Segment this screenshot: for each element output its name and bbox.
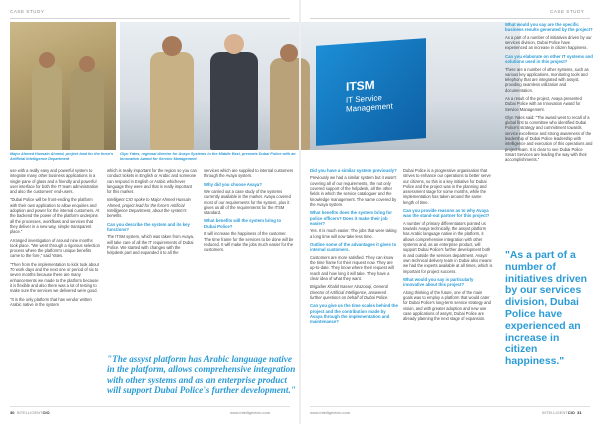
figure-officer-4	[270, 58, 310, 150]
paragraph: Yes. It is much easier. The jobs that were taking a long time will now take less time.	[310, 228, 397, 239]
caption-right: Glyn Yates, regional director for Avaya Systems in the Middle East, presents Dubai Police with an Innovation Award for Service Management	[120, 152, 296, 161]
paragraph: "Then from the implementation to kick took about 70 work days and the next one or period of six to seven months because there are many enhancements we made to the platform because it is flexible and also there was a lot of testing to make sure the services we delivered were good.	[10, 261, 99, 294]
footer-url-right[interactable]: www.intelligentcio.com	[310, 410, 351, 415]
pull-quote-right: "As a part of a number of initiatives driven by our services division, Dubai Police have experienced an increase in citizen happiness."	[505, 250, 587, 368]
paragraph: The ITSM system, which was taken from Avaya, will take care of all the IT requirements of Dubai Police. We started with changes with the helpdesk part and expanded it to all the	[107, 234, 195, 256]
question: Why did you choose Avaya?	[204, 181, 262, 187]
paragraph: Customers are more satisfied. They can know the time frame for their request now. They are up-to-date. They know where their request will reach and how long it will take. They have a clear idea of what they want.	[310, 254, 394, 281]
photo-major-ahmed	[10, 22, 116, 150]
text-column-1	[10, 168, 100, 310]
figure-head-5	[280, 44, 298, 62]
paragraph: As a result of the project, Avaya presented Dubai Police with an Innovation Award for Service Management.	[505, 96, 582, 112]
question: Did you have a similar system previously?	[310, 168, 397, 173]
paragraph: It will increase the happiness of the customer. The time frame for the services to be done will be reduced. It will make the jobs much easier for the customers.	[204, 231, 294, 253]
photo-award-presentation	[120, 22, 520, 150]
text-column-4	[310, 168, 398, 327]
section-label: CASE STUDY	[550, 9, 585, 14]
caption-left: Major Ahmed Hussain Ahmed, project lead for the force's Artificial Intelligence Department	[10, 152, 114, 161]
question: What would you say are the specific business results generated by the project?	[505, 22, 593, 33]
pull-quote-left: "The assyst platform has Arabic language native in the platform, allows comprehensive integration with other systems and as an enterprise product will support Dubai Police's further development."	[107, 354, 296, 396]
paragraph: A number of primary differentiators pointed us towards Avaya technically, the assyst platform has Arabic language native in the platform, it allows comprehensive integration with other systems and, as an enterprise product, will support Dubai Police's further development both in and outside the services department. Avaya' own technical delivery team in Dubai also means we had the experts available at all times, which is important for project success.	[403, 220, 493, 274]
paragraph: There are a number of other systems, such as various key applications, monitoring tools and telephony that are integrated with assyst, providing seamless utilization and documentation.	[505, 66, 589, 93]
brand-suffix: CIO	[567, 410, 575, 415]
paragraph: Brigadier Khalid Nasser Alrazooqi, General Director of Artificial Intelligence, answered further questions on behalf of Dubai Police.	[310, 284, 389, 300]
question: What would you say is particularly innovative about this project?	[403, 276, 474, 288]
page-spine	[299, 0, 301, 424]
paragraph: Along thinking of the future, one of the main goals was to employ a platform that would cater for Dubai Police's long-term service strategy and vision, and with greater adoption and new use case applications of assyst, Dubai Police are already planning the next stage of expansion.	[403, 289, 491, 322]
brand-suffix: CIO	[42, 410, 50, 415]
figure-officer-2	[70, 68, 104, 150]
paragraph: services which are supplied to internal customers through the Avaya system.	[204, 168, 294, 179]
text-column-2	[107, 168, 197, 259]
paragraph: Dubai Police is a progressive organisation that strives to enhance our operations to better serve our citizens, so this is a key initiative for Dubai Police and the project was in the planning and assessment stage for some months, while the implementation has taken around the same length of time.	[403, 168, 491, 205]
question: Can you describe the system and its key functions?	[107, 221, 190, 233]
screen-title: ITSM	[346, 77, 375, 94]
question: Can you give us the time scales behind the project and the contribution made by Avaya through the implementation and maintenance?	[310, 303, 398, 325]
figure-officer-1	[32, 64, 62, 150]
paragraph: which is really important for the region so you can conduct tickets in English or Arabic and someone can respond in English or Arabic whichever language they were and that is really important for this market.	[107, 168, 197, 195]
text-column-5	[403, 168, 493, 324]
question: What benefits does the system bring for police officers? Does it make their job easier?	[310, 210, 392, 226]
figure-head-1	[39, 52, 55, 68]
brand-name: INTELLIGENT	[542, 410, 568, 415]
header-rule	[10, 18, 290, 19]
question: Outline some of the advantages it gives to internal customers.	[310, 242, 397, 253]
screen-subtitle: IT Service Management	[346, 93, 393, 114]
paragraph: Glyn Yates said: "The award went to recall of a global first to committee who identified Dubai Police's strategy and commitment towards service excellence and strong awareness of the leadership of Dubai Police leadership with intelligence and execution of this operations and project team. It is clear to see Dubai Police Smart Services are leading the way with their accomplishments."	[505, 114, 593, 163]
figure-officer-3	[150, 52, 194, 150]
page-number: 31	[577, 410, 582, 415]
header-rule	[310, 18, 590, 19]
figure-head-3	[162, 36, 182, 56]
footer-left	[10, 410, 50, 415]
footer-rule	[10, 406, 290, 407]
figure-head-2	[79, 56, 95, 72]
question: What benefits will the system bring to Dubai Police?	[204, 218, 282, 229]
paragraph: Arranged investigation of around nine months took place. "We went through a rigorous selection process where the platform's unique benefits came to the fore," said Yates.	[10, 237, 100, 259]
paragraph: "It is the only platform that has vendor written Arabic native in the system	[10, 296, 92, 307]
brand-name: INTELLIGENT	[16, 410, 43, 415]
paragraph: "Dubai Police will be front-ending the platform with their own application to allow enquiries and adoption and power for the internal customers. At the backend the power of the platform underpins all the processes, workflows and services that they deliver in a new way, simple transparent place."	[10, 197, 100, 235]
itsm-screen	[316, 38, 426, 146]
paragraph: Intelligent CIO spoke to Major Ahmed Hussain Ahmed, project lead for the force's Artificial Intelligence Department, about the system's benefits.	[107, 197, 191, 219]
question: Can you elaborate on other IT systems and solutions used in this project?	[505, 53, 593, 65]
text-column-3	[204, 168, 294, 255]
page-number: 30	[10, 410, 15, 415]
footer-right	[542, 410, 582, 415]
paragraph: Previously we had a similar system but it wasn't covering all of our requirements, the not only covered support of the helpdesk, all the other fields in which the service cataloguer and the knowledge management. The same covered by the Avaya system.	[310, 175, 397, 207]
figure-head-4	[224, 34, 244, 54]
question: Can you provide reasons as to why Avaya was the stand-out partner for this project?	[403, 208, 490, 219]
section-label: CASE STUDY	[10, 9, 45, 14]
paragraph: We carried out a case study of the systems currently available in the market. Avaya covered most of our requirements for the system, plus it gives us all of the requirements for the ITSM standard.	[204, 189, 291, 216]
footer-url-left[interactable]: www.intelligentcio.com	[230, 410, 271, 415]
figure-man-suit	[210, 52, 258, 150]
paragraph: As a part of a number of initiatives driven by our services division, Dubai Police have experienced an increase in citizen happiness.	[505, 34, 592, 51]
paragraph: use with a really easy and powerful system to integrate many other business applications in a single pane of glass and a friendly and powerful user interface for both the IT team administration and also the customers' end-users.	[10, 168, 99, 195]
footer-rule	[310, 406, 590, 407]
